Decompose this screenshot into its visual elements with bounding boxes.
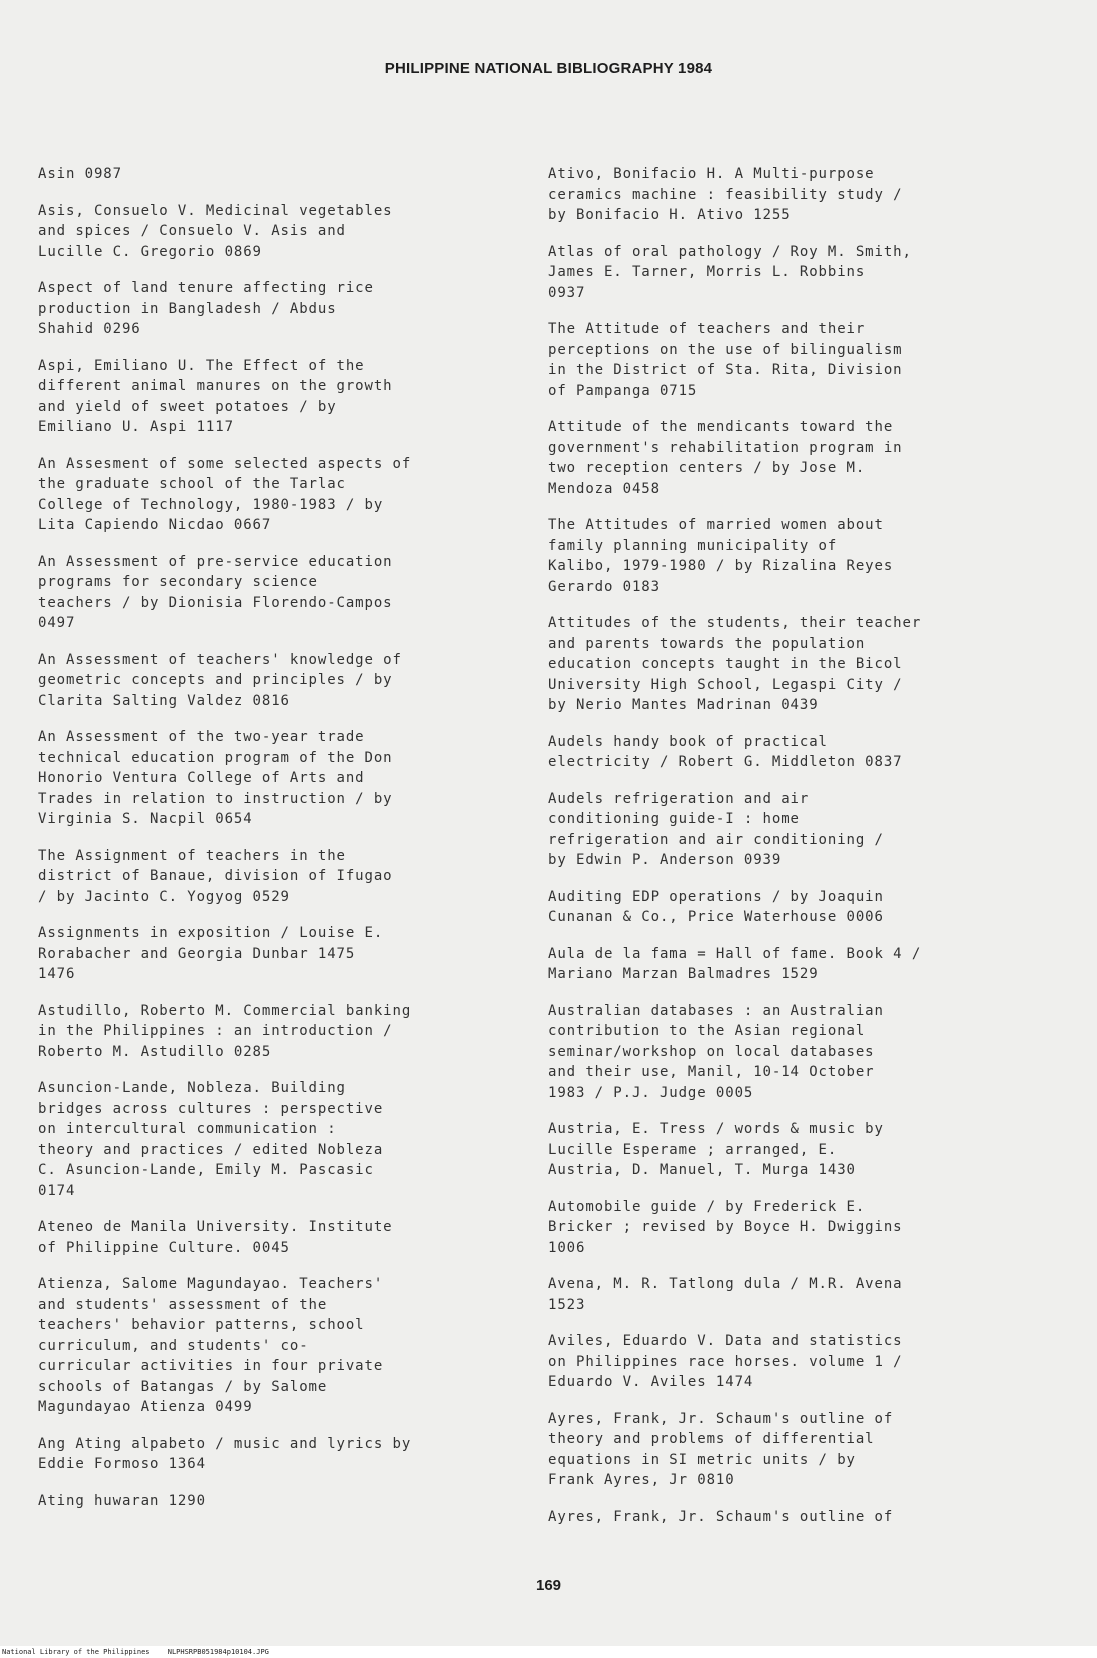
bibliography-entry — [548, 944, 1018, 985]
entry-line: Lita Capiendo Nicdao 0667 — [38, 517, 272, 533]
entry-line: the graduate school of the Tarlac — [38, 476, 346, 492]
entry-line: Mendoza 0458 — [548, 480, 660, 497]
entry-line: An Assesment of some selected aspects of — [38, 455, 412, 472]
entry-line: 1476 — [38, 966, 76, 982]
entry-line: conditioning guide-I : home — [548, 811, 800, 827]
entry-line: 1006 — [548, 1239, 586, 1256]
bibliography-entry — [38, 356, 508, 438]
entry-line: Astudillo, Roberto M. Commercial banking — [38, 1002, 412, 1019]
entry-line: Lucille Esperame ; arranged, E. — [548, 1141, 838, 1158]
entry-line: curriculum, and students' co- — [38, 1337, 309, 1354]
entry-line: Gerardo 0183 — [548, 578, 660, 595]
entry-line: Avena, M. R. Tatlong dula / M.R. Avena — [548, 1276, 903, 1292]
entry-line: Atlas of oral pathology / Roy M. Smith, — [548, 243, 912, 260]
entry-line: Magundayao Atienza 0499 — [38, 1399, 253, 1415]
bibliography-entry — [38, 1491, 508, 1512]
entry-line: Automobile guide / by Frederick E. — [548, 1198, 866, 1215]
footer-file: NLPHSRPB051984p10104.JPG — [167, 1648, 269, 1656]
entry-line: by Nerio Mantes Madrinan 0439 — [548, 697, 819, 713]
entry-line: Clarita Salting Valdez 0816 — [38, 692, 290, 709]
entry-line: Asuncion-Lande, Nobleza. Building — [38, 1080, 346, 1096]
entry-line: Attitude of the mendicants toward the — [548, 419, 894, 435]
bibliography-entry — [548, 1507, 1018, 1528]
bibliography-entry — [548, 613, 1018, 716]
entry-line: Audels refrigeration and air — [548, 790, 810, 807]
entry-line: The Assignment of teachers in the — [38, 847, 346, 864]
footer-library: National Library of the Philippines — [2, 1648, 150, 1656]
bibliography-entry — [548, 417, 1018, 499]
entry-line: on Philippines race horses. volume 1 / — [548, 1353, 903, 1370]
entry-line: teachers / by Dionisia Florendo-Campos — [38, 594, 393, 611]
entry-line: and yield of sweet potatoes / by — [38, 398, 337, 415]
entry-line: Aviles, Eduardo V. Data and statistics — [548, 1333, 903, 1349]
bibliography-entry — [548, 164, 1018, 226]
entry-line: in the District of Sta. Rita, Division — [548, 362, 903, 378]
entry-line: Asis, Consuelo V. Medicinal vegetables — [38, 202, 393, 219]
entry-line: Eduardo V. Aviles 1474 — [548, 1374, 754, 1390]
entry-line: on intercultural communication : — [38, 1121, 337, 1137]
entry-line: Cunanan & Co., Price Waterhouse 0006 — [548, 909, 884, 925]
entry-line: government's rehabilitation program in — [548, 439, 903, 456]
bibliography-entry — [38, 1434, 508, 1475]
left-column — [38, 164, 508, 1527]
entry-line: Austria, E. Tress / words & music by — [548, 1121, 884, 1137]
bibliography-entry — [38, 923, 508, 985]
scan-footer — [0, 1646, 1097, 1658]
entry-line: Ang Ating alpabeto / music and lyrics by — [38, 1435, 412, 1452]
bibliography-entry — [548, 1331, 1018, 1393]
entry-line: An Assessment of teachers' knowledge of — [38, 651, 402, 668]
bibliography-entry — [38, 552, 508, 634]
entry-line: schools of Batangas / by Salome — [38, 1378, 328, 1395]
entry-line: by Bonifacio H. Ativo 1255 — [548, 207, 791, 223]
entry-line: College of Technology, 1980-1983 / by — [38, 496, 384, 513]
entry-line: geometric concepts and principles / by — [38, 672, 393, 688]
entry-line: Virginia S. Nacpil 0654 — [38, 811, 253, 827]
entry-line: district of Banaue, division of Ifugao — [38, 868, 393, 884]
bibliography-entry — [38, 846, 508, 908]
entry-line: in the Philippines : an introduction / — [38, 1023, 393, 1039]
entry-line: An Assessment of the two-year trade — [38, 729, 365, 745]
entry-line: Auditing EDP operations / by Joaquin — [548, 888, 884, 905]
entry-line: 0497 — [38, 615, 76, 631]
entry-line: Trades in relation to instruction / by — [38, 790, 393, 807]
bibliography-entry — [38, 278, 508, 340]
entry-line: Kalibo, 1979-1980 / by Rizalina Reyes — [548, 558, 894, 574]
right-column — [548, 164, 1018, 1543]
entry-line: equations in SI metric units / by — [548, 1451, 856, 1468]
entry-line: ceramics machine : feasibility study / — [548, 186, 903, 203]
bibliography-entry — [548, 242, 1018, 304]
entry-line: Mariano Marzan Balmadres 1529 — [548, 966, 819, 982]
entry-line: 1523 — [548, 1296, 586, 1313]
bibliography-entry — [38, 201, 508, 263]
bibliography-entry — [38, 164, 508, 185]
bibliography-entry — [38, 650, 508, 712]
entry-line: Ayres, Frank, Jr. Schaum's outline of — [548, 1508, 894, 1525]
entry-line: seminar/workshop on local databases — [548, 1043, 875, 1060]
entry-line: of Pampanga 0715 — [548, 382, 698, 399]
bibliography-entry — [548, 732, 1018, 773]
bibliography-entry — [548, 319, 1018, 401]
bibliography-entry — [38, 727, 508, 830]
entry-line: James E. Tarner, Morris L. Robbins — [548, 264, 866, 280]
entry-line: Ativo, Bonifacio H. A Multi-purpose — [548, 166, 875, 182]
bibliography-entry — [548, 1274, 1018, 1315]
entry-line: refrigeration and air conditioning / — [548, 831, 884, 848]
bibliography-entry — [548, 1119, 1018, 1181]
entry-line: An Assessment of pre-service education — [38, 553, 393, 570]
entry-line: production in Bangladesh / Abdus — [38, 300, 337, 317]
entry-line: contribution to the Asian regional — [548, 1023, 866, 1039]
bibliography-entry — [38, 1078, 508, 1201]
bibliography-entry — [38, 1217, 508, 1258]
entry-line: different animal manures on the growth — [38, 378, 393, 394]
entry-line: 0174 — [38, 1182, 76, 1199]
entry-line: Ating huwaran 1290 — [38, 1492, 206, 1509]
entry-line: technical education program of the Don — [38, 749, 393, 766]
entry-line: family planning municipality of — [548, 537, 838, 554]
bibliography-entry — [548, 515, 1018, 597]
entry-line: perceptions on the use of bilingualism — [548, 341, 903, 358]
entry-line: Aula de la fama = Hall of fame. Book 4 / — [548, 945, 922, 962]
entry-line: 1983 / P.J. Judge 0005 — [548, 1084, 754, 1101]
entry-line: Frank Ayres, Jr 0810 — [548, 1472, 735, 1488]
entry-line: The Attitude of teachers and their — [548, 321, 866, 337]
entry-line: and parents towards the population — [548, 635, 866, 652]
entry-line: theory and practices / edited Nobleza — [38, 1141, 384, 1158]
entry-line: Aspi, Emiliano U. The Effect of the — [38, 357, 365, 374]
entry-line: and students' assessment of the — [38, 1296, 328, 1313]
entry-line: The Attitudes of married women about — [548, 517, 884, 533]
entry-line: teachers' behavior patterns, school — [38, 1317, 365, 1333]
entry-line: Austria, D. Manuel, T. Murga 1430 — [548, 1162, 856, 1178]
entry-line: Assignments in exposition / Louise E. — [38, 925, 384, 941]
entry-line: and their use, Manil, 10-14 October — [548, 1064, 875, 1080]
bibliography-entry — [38, 454, 508, 536]
bibliography-entry — [548, 1001, 1018, 1104]
page-number: 169 — [535, 1577, 562, 1594]
entry-line: Emiliano U. Aspi 1117 — [38, 419, 234, 435]
entry-line: two reception centers / by Jose M. — [548, 460, 866, 476]
bibliography-entry — [548, 1409, 1018, 1491]
entry-line: Roberto M. Astudillo 0285 — [38, 1043, 272, 1060]
entry-line: Asin 0987 — [38, 166, 122, 182]
entry-line: Rorabacher and Georgia Dunbar 1475 — [38, 945, 356, 962]
entry-line: University High School, Legaspi City / — [548, 676, 903, 693]
entry-line: bridges across cultures : perspective — [38, 1100, 384, 1117]
entry-line: education concepts taught in the Bicol — [548, 656, 903, 672]
bibliography-entry — [548, 1197, 1018, 1259]
bibliography-entry — [548, 887, 1018, 928]
entry-line: programs for secondary science — [38, 574, 318, 590]
bibliography-entry — [38, 1274, 508, 1418]
entry-line: Aspect of land tenure affecting rice — [38, 280, 374, 296]
entry-line: 0937 — [548, 284, 586, 301]
entry-line: and spices / Consuelo V. Asis and — [38, 223, 346, 239]
bibliography-entry — [548, 789, 1018, 871]
entry-line: Bricker ; revised by Boyce H. Dwiggins — [548, 1219, 903, 1235]
entry-line: Audels handy book of practical — [548, 733, 828, 750]
entry-line: curricular activities in four private — [38, 1358, 384, 1374]
entry-line: Australian databases : an Australian — [548, 1002, 884, 1019]
entry-line: Atienza, Salome Magundayao. Teachers' — [38, 1276, 384, 1292]
entry-line: electricity / Robert G. Middleton 0837 — [548, 754, 903, 770]
entry-line: Ateneo de Manila University. Institute — [38, 1219, 393, 1235]
entry-line: Attitudes of the students, their teacher — [548, 615, 922, 631]
page-title: PHILIPPINE NATIONAL BIBLIOGRAPHY 1984 — [384, 60, 713, 77]
entry-line: by Edwin P. Anderson 0939 — [548, 852, 782, 868]
entry-line: Ayres, Frank, Jr. Schaum's outline of — [548, 1410, 894, 1427]
bibliography-entry — [38, 1001, 508, 1063]
entry-line: theory and problems of differential — [548, 1431, 875, 1447]
entry-line: of Philippine Culture. 0045 — [38, 1239, 290, 1256]
entry-line: C. Asuncion-Lande, Emily M. Pascasic — [38, 1162, 374, 1178]
entry-line: Shahid 0296 — [38, 321, 141, 337]
entry-line: Honorio Ventura College of Arts and — [38, 770, 365, 786]
entry-line: / by Jacinto C. Yogyog 0529 — [38, 888, 290, 905]
entry-line: Eddie Formoso 1364 — [38, 1456, 206, 1472]
entry-line: Lucille C. Gregorio 0869 — [38, 243, 262, 260]
